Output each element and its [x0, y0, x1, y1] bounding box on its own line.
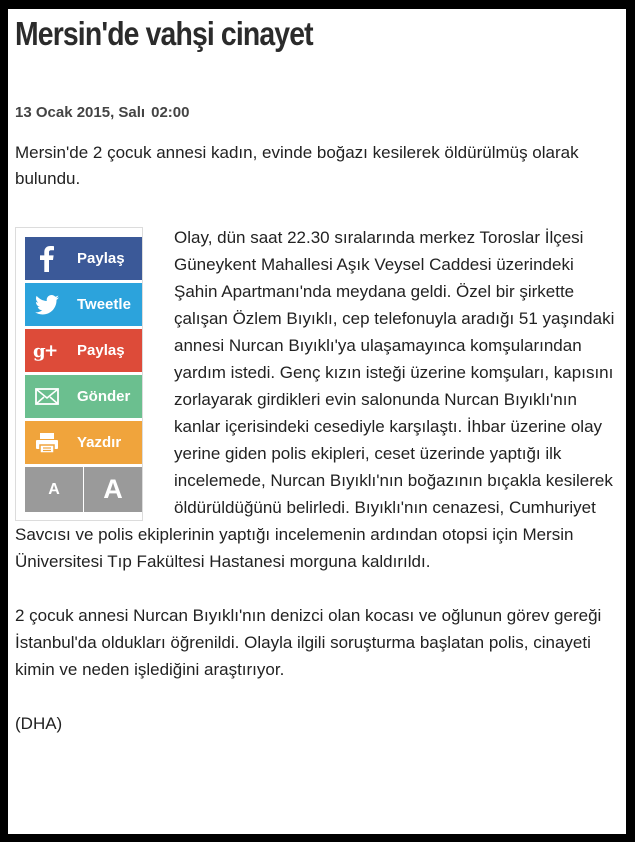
twitter-icon — [25, 283, 69, 326]
article-source: (DHA) — [15, 714, 63, 733]
printer-icon — [25, 421, 69, 464]
share-box — [15, 227, 143, 521]
publish-date — [15, 104, 189, 121]
svg-text:+: + — [44, 340, 59, 361]
date-text: 13 Ocak 2015, Salı — [15, 104, 146, 121]
facebook-icon — [25, 237, 69, 280]
print-button[interactable] — [25, 421, 142, 464]
email-share-label: Gönder — [77, 388, 131, 405]
twitter-share-button[interactable] — [25, 283, 142, 326]
email-share-button[interactable] — [25, 375, 142, 418]
font-size-controls — [25, 467, 142, 512]
time-text: 02:00 — [151, 104, 190, 121]
print-label: Yazdır — [77, 434, 122, 451]
facebook-share-label: Paylaş — [77, 250, 125, 267]
googleplus-share-label: Paylaş — [77, 342, 125, 359]
twitter-share-label: Tweetle — [77, 296, 131, 313]
article-paragraph-1: Olay, dün saat 22.30 sıralarında merkez Toroslar İlçesi Güneykent Mahallesi Aşık Veysel Caddesi üzerindeki Şahin Apartmanı'nda meydana geldi. Özel bir şirkette çalışan Özlem Bıyıklı, cep telefonuyla aradığı 51 yaşındaki annesi Nurcan Bıyıklı'ya ulaşamayınca komşularından yardım istedi. Genç kızın isteği üzerine komşuları, kapısını zorlayarak girdikleri evin salonunda Nurcan Bıyıklı'nın kanlar içerisindeki cesediyle karşılaştı. İhbar üzerine olay yerine giden polis ekipleri, ceset üzerinde yaptığı ilk incelemede, Nurcan Bıyıklı'nın boğazının bıçakla kesilerek öldürüldüğünü belirledi. Bıyıklı'nın cenazesi, Cumhuriyet Savcısı ve polis ekiplerinin yaptığı incelemenin ardından otopsi için Mersin Üniversitesi Tıp Fakültesi Hastanesi morguna kaldırıldı. — [15, 228, 615, 571]
decrease-font-button[interactable]: A — [25, 467, 83, 512]
article-lead: Mersin'de 2 çocuk annesi kadın, evinde boğazı kesilerek öldürülmüş olarak bulundu. — [15, 143, 579, 188]
google-plus-icon — [25, 329, 69, 372]
page-title: Mersin'de vahşi cinayet — [15, 15, 313, 52]
facebook-share-button[interactable] — [25, 237, 142, 280]
envelope-icon — [25, 375, 69, 418]
increase-font-button[interactable]: A — [84, 467, 142, 512]
googleplus-share-button[interactable] — [25, 329, 142, 372]
page — [8, 9, 626, 834]
article-paragraph-2: 2 çocuk annesi Nurcan Bıyıklı'nın denizci olan kocası ve oğlunun görev gereği İstanbul'da oldukları öğrenildi. Olayla ilgili soruşturma başlatan polis, cinayeti kimin ve neden işlediğini araştırıyor. — [15, 606, 602, 679]
svg-text:g: g — [33, 340, 46, 361]
article-body — [15, 224, 621, 737]
